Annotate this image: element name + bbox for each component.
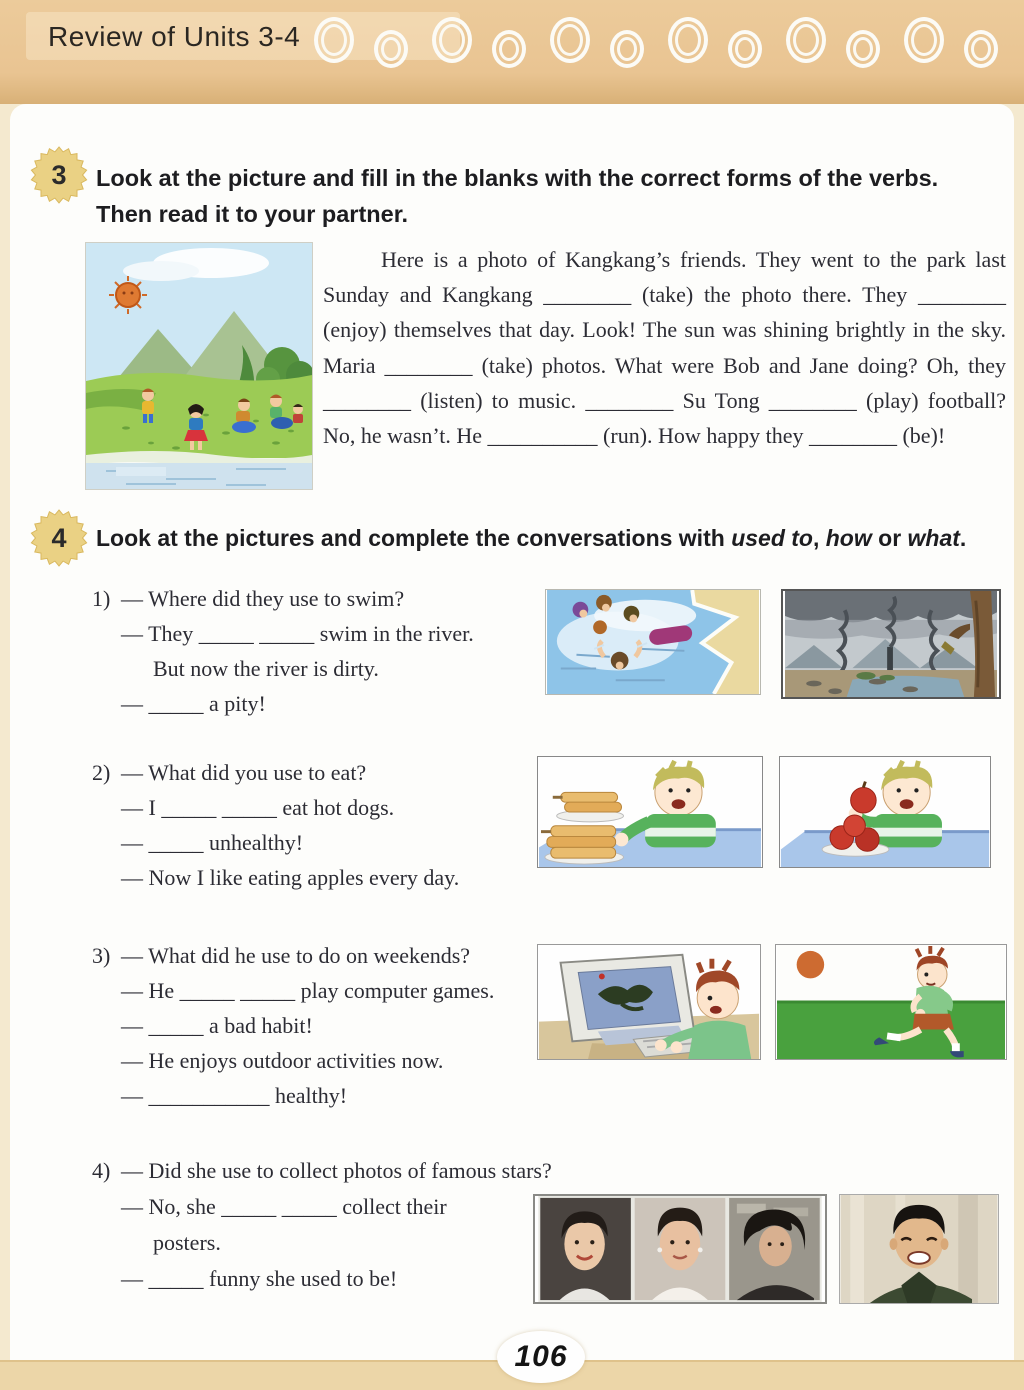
section4-heading <box>96 523 1014 553</box>
dialogue-text: — Did she use to collect photos of famous stars? <box>121 1158 552 1183</box>
page-title: Review of Units 3-4 <box>48 21 301 52</box>
section3-badge <box>30 146 88 204</box>
famous-stars-photo-strip-icon <box>533 1194 827 1304</box>
star-photo-3 <box>729 1198 820 1300</box>
heading-part: . <box>959 525 967 551</box>
dialogue-line <box>92 755 544 790</box>
page-number-oval <box>497 1331 585 1383</box>
dialogue-line: — _____ unhealthy! <box>121 830 304 855</box>
dialogue-line: — _____ a bad habit! <box>121 1013 313 1038</box>
dialogue-line: — No, she _____ _____ collect their <box>121 1194 447 1219</box>
decorative-ring-icon <box>432 17 472 63</box>
boy-eating-apples-icon <box>779 756 991 868</box>
section3-heading-line2: Then read it to your partner. <box>96 201 409 227</box>
decorative-ring-icon <box>964 30 998 68</box>
section3-heading-line1: Look at the picture and fill in the blanks with the correct forms of the verbs. <box>96 165 939 191</box>
dialogue-line: — _____ funny she used to be! <box>121 1266 398 1291</box>
dialogue-line <box>92 581 544 616</box>
dialogue-line: — _____ a pity! <box>121 691 266 716</box>
exercise-3-images <box>537 944 1007 1060</box>
section-number: 4 <box>51 522 67 553</box>
exercise-4-dialogue <box>92 1153 552 1297</box>
heading-part: or <box>871 525 908 551</box>
dialogue-line: posters. <box>153 1230 221 1255</box>
banner-circles <box>314 0 1024 104</box>
exercise-4-images <box>533 1194 999 1304</box>
decorative-ring-icon <box>610 30 644 68</box>
decorative-ring-icon <box>314 17 354 63</box>
park-scene-illustration <box>85 242 313 490</box>
boy-eating-hot-dogs-icon <box>537 756 763 868</box>
exercise-number: 1) <box>92 586 111 611</box>
decorative-ring-icon <box>846 30 880 68</box>
dialogue-line: But now the river is dirty. <box>153 656 379 681</box>
polluted-river-with-factory-smoke-icon <box>781 589 1001 699</box>
decorative-ring-icon <box>492 30 526 68</box>
decorative-ring-icon <box>374 30 408 68</box>
heading-italic-part: how <box>825 525 872 551</box>
dialogue-text: — What did he use to do on weekends? <box>121 943 471 968</box>
decorative-ring-icon <box>728 30 762 68</box>
boy-playing-computer-games-icon <box>537 944 761 1060</box>
decorative-ring-icon <box>668 17 708 63</box>
exercise-3-dialogue <box>92 938 544 1113</box>
park-scene-icon <box>86 243 312 489</box>
heading-part: Look at the pictures and complete the conversations with <box>96 525 732 551</box>
dialogue-line: — ___________ healthy! <box>121 1083 348 1108</box>
dialogue-line: — He _____ _____ play computer games. <box>121 978 495 1003</box>
dialogue-line: — I _____ _____ eat hot dogs. <box>121 795 395 820</box>
dialogue-text: — Where did they use to swim? <box>121 586 405 611</box>
dialogue-text: — What did you use to eat? <box>121 760 367 785</box>
heading-italic-part: used to <box>731 525 813 551</box>
section4-badge <box>30 509 88 567</box>
exercise-2-images <box>537 756 991 868</box>
heading-italic-part: what <box>907 525 960 551</box>
dialogue-line: — He enjoys outdoor activities now. <box>121 1048 444 1073</box>
decorative-ring-icon <box>786 17 826 63</box>
dialogue-line: — Now I like eating apples every day. <box>121 865 460 890</box>
exercise-1-dialogue <box>92 581 544 721</box>
boy-running-outdoors-icon <box>775 944 1007 1060</box>
dialogue-line <box>92 1153 552 1189</box>
dialogue-line: — They _____ _____ swim in the river. <box>121 621 474 646</box>
dialogue-line <box>92 938 544 973</box>
star-photo-1 <box>540 1198 631 1300</box>
section3-body <box>85 242 1006 490</box>
star-photo-2 <box>635 1198 726 1300</box>
famous-star-portrait-icon <box>839 1194 999 1304</box>
decorative-ring-icon <box>550 17 590 63</box>
children-swimming-in-river-icon <box>545 589 761 695</box>
section3-heading <box>96 160 1014 232</box>
exercise-1-images <box>545 589 1001 699</box>
exercise-number: 2) <box>92 760 111 785</box>
exercise-2-dialogue <box>92 755 544 895</box>
page-number: 106 <box>514 1340 568 1373</box>
heading-part: , <box>812 525 826 551</box>
exercise-number: 4) <box>92 1158 111 1183</box>
exercise-number: 3) <box>92 943 111 968</box>
decorative-ring-icon <box>904 17 944 63</box>
section-number: 3 <box>51 159 67 190</box>
header-banner <box>0 0 1024 104</box>
fill-in-paragraph: Here is a photo of Kangkang’s friends. They went to the park last Sunday and Kangkang ________ (take) the photo there. They ________ (enjoy) themselves that day. Look! The sun was shining brightly in the sky. Maria ________ (take) photos. What were Bob and Jane doing? Oh, they ________ (listen) to music. ________ Su Tong ________ (play) football? No, he wasn’t. He __________ (run). How happy they ________ (be)! <box>323 247 1006 449</box>
